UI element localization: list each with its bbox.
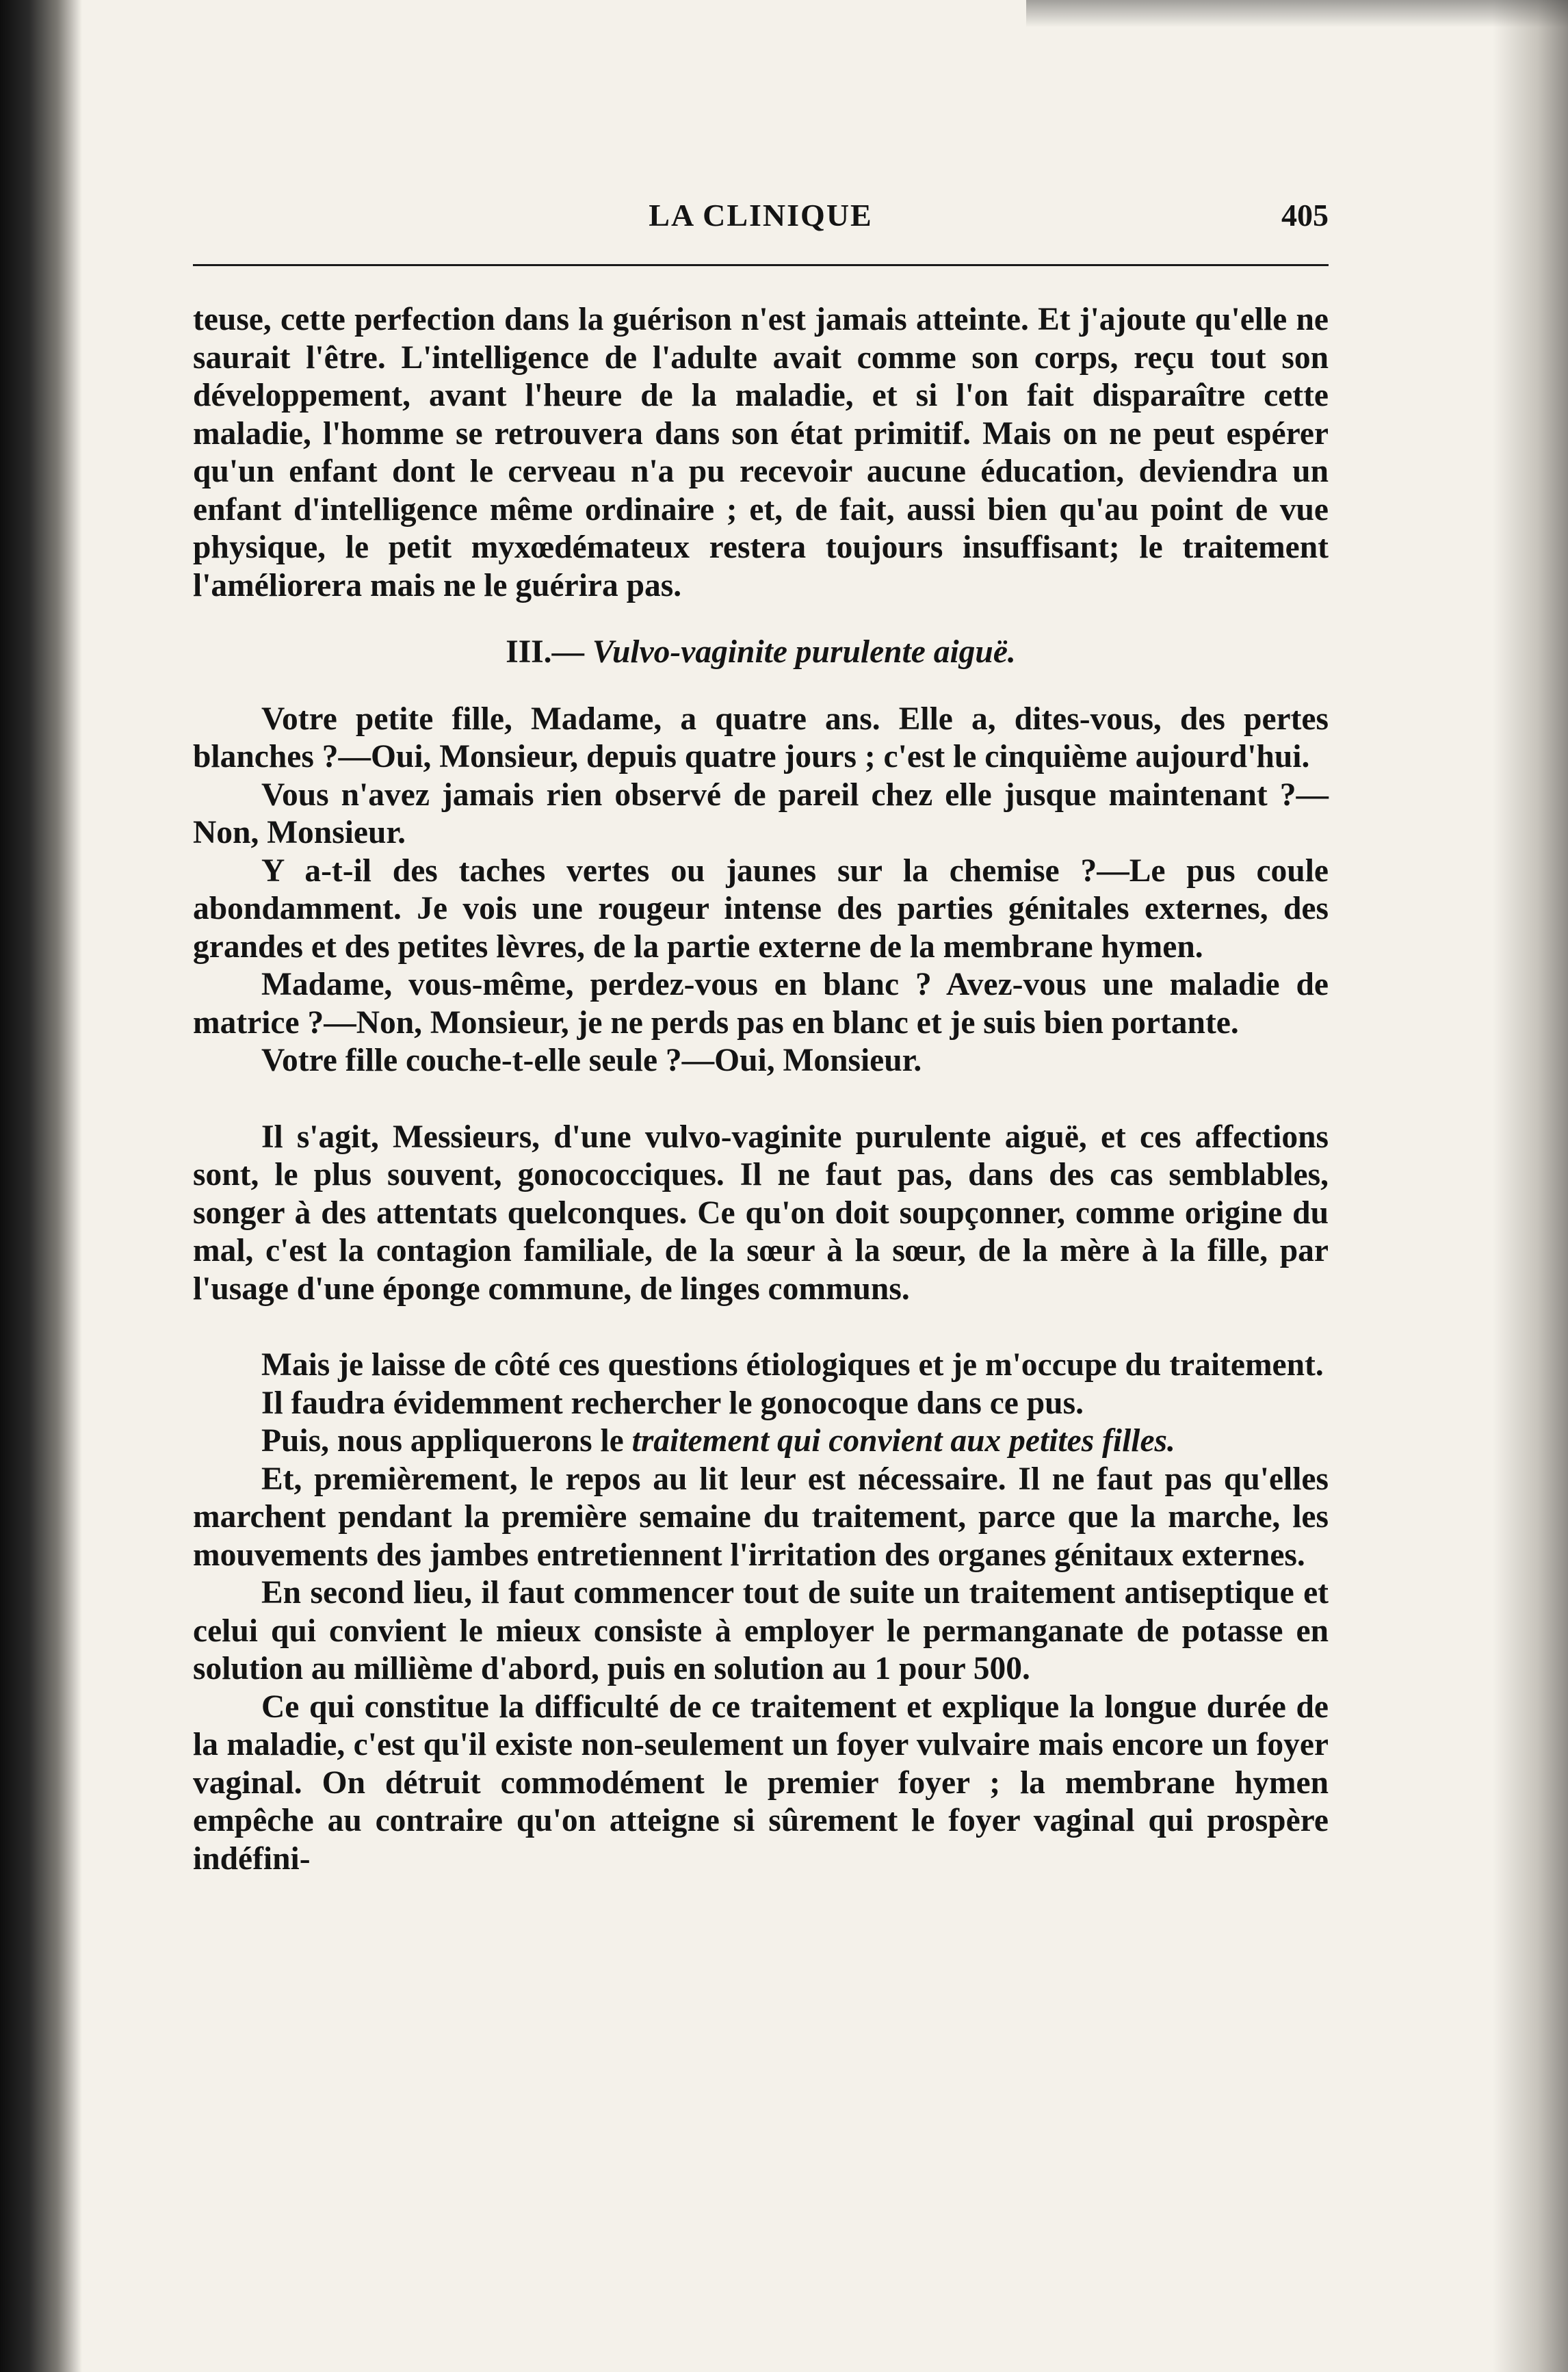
gonocoque-paragraph: Il faudra évidemment rechercher le gonocoque dans ce pus. — [261, 1385, 1084, 1421]
dialogue-paragraph: Vous n'avez jamais rien observé de pareil chez elle jusque maintenant ?—Non, Monsieur. — [193, 777, 1329, 850]
treatment-intro-paragraph: Mais je laisse de côté ces questions étiologiques et je m'occupe du traitement. — [261, 1347, 1324, 1383]
antiseptic-paragraph: En second lieu, il faut commencer tout de suite un traitement antiseptique et celui qui convient le mieux consiste à employer le permanganate de potasse en solution au millième d'abord, puis en solution au 1 pour 500. — [193, 1575, 1329, 1686]
running-title: LA CLINIQUE — [649, 198, 873, 233]
page-header — [193, 193, 1329, 241]
paragraph-gap — [193, 1080, 1329, 1119]
header-rule — [193, 264, 1329, 266]
dialogue-paragraph: Votre petite fille, Madame, a quatre ans. Elle a, dites-vous, des pertes blanches ?—Oui, Monsieur, depuis quatre jours ; c'est le cinquième aujourd'hui. — [193, 701, 1329, 774]
page-number: 405 — [1281, 198, 1329, 233]
section-number: III.— — [506, 634, 585, 670]
book-spine-shadow — [0, 0, 82, 2372]
dialogue-paragraph: Y a-t-il des taches vertes ou jaunes sur la chemise ?—Le pus coule abondamment. Je vois une rougeur intense des parties génitales externes, des grandes et des petites lèvres, de la partie externe de la membrane hymen. — [193, 852, 1329, 965]
method-text: Puis, nous appliquerons le — [261, 1423, 632, 1459]
method-paragraph — [193, 1422, 1329, 1461]
section-heading — [193, 634, 1329, 672]
method-italic: traitement qui convient aux petites filles. — [631, 1423, 1175, 1459]
scan-noise-top — [1026, 0, 1568, 27]
paragraph-continued: teuse, cette perfection dans la guérison n'est jamais atteinte. Et j'ajoute qu'elle ne saurait l'être. L'intelligence de l'adulte avait comme son corps, reçu tout son développement, avant l'heure de la maladie, et si l'on fait disparaître cette maladie, l'homme se retrouvera dans son état primitif. Mais on ne peut espérer qu'un enfant dont le cerveau n'a pu recevoir aucune éducation, deviendra un enfant d'intelligence même ordinaire ; et, de fait, aussi bien qu'au point de vue physique, le petit myxœdémateux restera toujours insuffisant; le traitement l'améliorera mais ne le guérira pas. — [193, 302, 1329, 603]
section-title: Vulvo-vaginite purulente aiguë. — [592, 634, 1016, 670]
dialogue-paragraph: Madame, vous-même, perdez-vous en blanc ? Avez-vous une maladie de matrice ?—Non, Monsieur, je ne perds pas en blanc et je suis bien portante. — [193, 967, 1329, 1041]
page-body — [193, 301, 1329, 1878]
difficulty-paragraph: Ce qui constitue la difficulté de ce traitement et explique la longue durée de la maladie, c'est qu'il existe non-seulement un foyer vulvaire mais encore un foyer vaginal. On détruit commodément le premier foyer ; la membrane hymen empêche au contraire qu'on atteigne si sûrement le foyer vaginal qui prospère indéfini- — [193, 1689, 1329, 1877]
diagnosis-paragraph: Il s'agit, Messieurs, d'une vulvo-vaginite purulente aiguë, et ces affections sont, le plus souvent, gonococciques. Il ne faut pas, dans des cas semblables, songer à des attentats quelconques. Ce qu'on doit soupçonner, comme origine du mal, c'est la contagion familiale, de la sœur à la sœur, de la mère à la fille, par l'usage d'une éponge commune, de linges communs. — [193, 1119, 1329, 1307]
page-edge-shadow — [1493, 0, 1568, 2372]
paragraph-gap — [193, 1308, 1329, 1346]
rest-paragraph: Et, premièrement, le repos au lit leur est nécessaire. Il ne faut pas qu'elles marchent pendant la première semaine du traitement, parce que la marche, les mouvements des jambes entretiennent l'irritation des organes génitaux externes. — [193, 1461, 1329, 1573]
dialogue-paragraph: Votre fille couche-t-elle seule ?—Oui, Monsieur. — [261, 1043, 922, 1078]
